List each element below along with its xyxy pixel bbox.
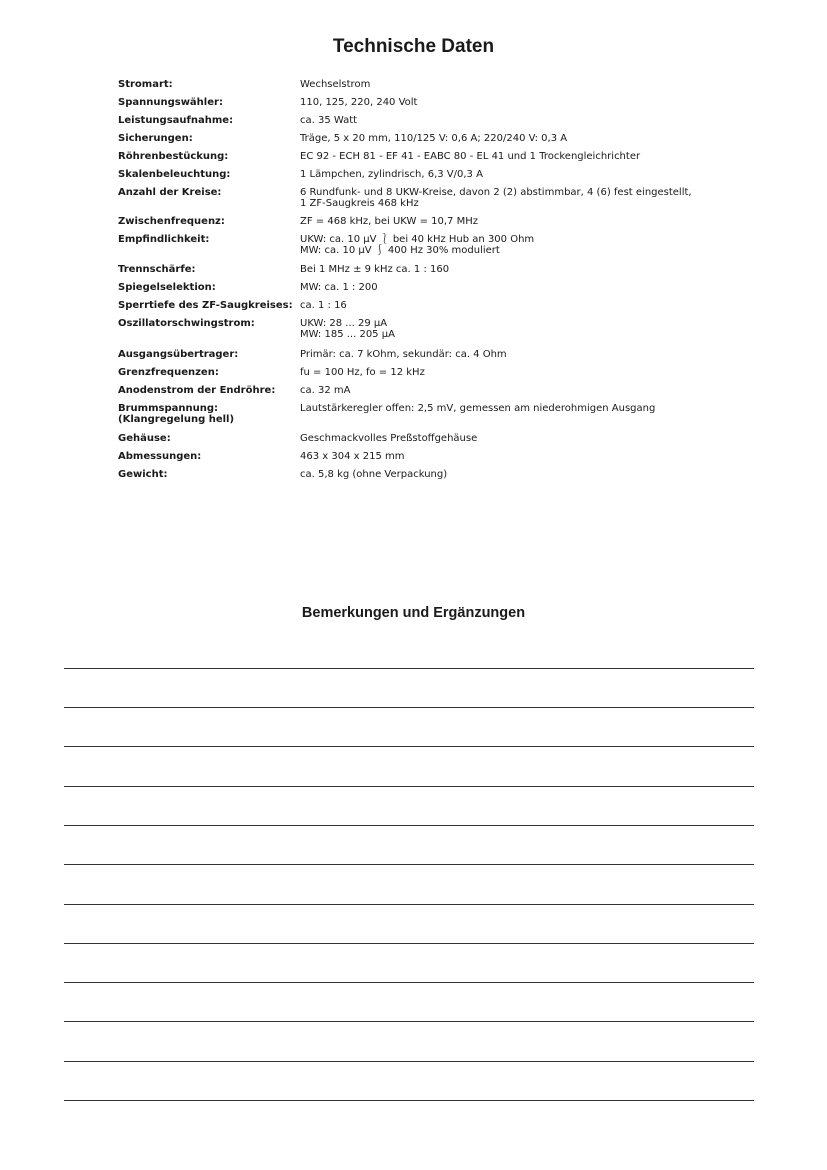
spec-label-line: Brummspannung: xyxy=(118,403,219,414)
spec-value-line: ca. 5,8 kg (ohne Verpackung) xyxy=(300,469,448,480)
spec-value xyxy=(300,133,755,144)
spec-label: Stromart: xyxy=(118,79,173,90)
spec-value-line: UKW: 28 ... 29 µA xyxy=(300,318,388,329)
spec-value-line: fu = 100 Hz, fo = 12 kHz xyxy=(300,367,425,378)
spec-value-line: 463 x 304 x 215 mm xyxy=(300,451,405,462)
spec-value xyxy=(300,234,755,256)
spec-label: Grenzfrequenzen: xyxy=(118,367,219,378)
ruled-line xyxy=(64,943,754,944)
spec-value-line: ca. 1 : 16 xyxy=(300,300,347,311)
spec-value-line: Wechselstrom xyxy=(300,79,371,90)
spec-label: Gehäuse: xyxy=(118,433,171,444)
spec-label: Ausgangsübertrager: xyxy=(118,349,239,360)
spec-value xyxy=(300,385,755,396)
spec-value xyxy=(300,115,755,126)
spec-value xyxy=(300,451,755,462)
spec-value xyxy=(300,264,755,275)
spec-label: Empfindlichkeit: xyxy=(118,234,210,245)
ruled-line xyxy=(64,668,754,669)
ruled-line xyxy=(64,904,754,905)
ruled-line xyxy=(64,707,754,708)
spec-label: Spannungswähler: xyxy=(118,97,223,108)
spec-value-line: Träge, 5 x 20 mm, 110/125 V: 0,6 A; 220/240 V: 0,3 A xyxy=(300,133,568,144)
spec-value-line: ca. 32 mA xyxy=(300,385,351,396)
spec-label: Gewicht: xyxy=(118,469,168,480)
spec-label: Röhrenbestückung: xyxy=(118,151,229,162)
ruled-line xyxy=(64,825,754,826)
page-title: Technische Daten xyxy=(332,36,495,57)
spec-value-line: Lautstärkeregler offen: 2,5 mV, gemessen am niederohmigen Ausgang xyxy=(300,403,656,414)
spec-label: Sperrtiefe des ZF-Saugkreises: xyxy=(118,300,293,311)
spec-value-line: 1 Lämpchen, zylindrisch, 6,3 V/0,3 A xyxy=(300,169,483,180)
spec-value xyxy=(300,469,755,480)
spec-label: Spiegelselektion: xyxy=(118,282,216,293)
spec-value xyxy=(300,433,755,444)
spec-value-line: Bei 1 MHz ± 9 kHz ca. 1 : 160 xyxy=(300,264,450,275)
spec-label: Anzahl der Kreise: xyxy=(118,187,222,198)
ruled-line xyxy=(64,1061,754,1062)
spec-label: Leistungsaufnahme: xyxy=(118,115,234,126)
ruled-line xyxy=(64,864,754,865)
spec-value xyxy=(300,318,755,340)
spec-label xyxy=(118,403,298,425)
ruled-line xyxy=(64,746,754,747)
spec-label-line: (Klangregelung hell) xyxy=(118,414,235,425)
spec-value-line: MW: 185 ... 205 µA xyxy=(300,329,395,340)
spec-value-line: UKW: ca. 10 µV ⎱ bei 40 kHz Hub an 300 Ohm xyxy=(300,234,535,245)
spec-label: Zwischenfrequenz: xyxy=(118,216,225,227)
ruled-line xyxy=(64,982,754,983)
ruled-line xyxy=(64,1021,754,1022)
spec-value xyxy=(300,367,755,378)
spec-value xyxy=(300,79,755,90)
spec-value xyxy=(300,282,755,293)
spec-value-line: ca. 35 Watt xyxy=(300,115,358,126)
spec-label: Anodenstrom der Endröhre: xyxy=(118,385,276,396)
spec-value xyxy=(300,151,755,162)
spec-label: Trennschärfe: xyxy=(118,264,196,275)
spec-value-line: MW: ca. 1 : 200 xyxy=(300,282,378,293)
spec-value xyxy=(300,187,755,209)
spec-value xyxy=(300,300,755,311)
spec-label: Abmessungen: xyxy=(118,451,202,462)
spec-value-line: MW: ca. 10 µV ⎰ 400 Hz 30% moduliert xyxy=(300,245,500,256)
spec-value xyxy=(300,97,755,108)
spec-value-line: Geschmackvolles Preßstoffgehäuse xyxy=(300,433,478,444)
ruled-line xyxy=(64,1100,754,1101)
spec-value xyxy=(300,349,755,360)
spec-value-line: ZF = 468 kHz, bei UKW = 10,7 MHz xyxy=(300,216,478,227)
spec-value xyxy=(300,403,755,414)
spec-label: Oszillatorschwingstrom: xyxy=(118,318,255,329)
spec-label: Skalenbeleuchtung: xyxy=(118,169,231,180)
spec-value xyxy=(300,216,755,227)
spec-value xyxy=(300,169,755,180)
spec-label: Sicherungen: xyxy=(118,133,193,144)
spec-value-line: 6 Rundfunk- und 8 UKW-Kreise, davon 2 (2) abstimmbar, 4 (6) fest eingestellt, xyxy=(300,187,692,198)
notes-title: Bemerkungen und Ergänzungen xyxy=(301,605,526,621)
spec-value-line: EC 92 - ECH 81 - EF 41 - EABC 80 - EL 41 und 1 Trockengleichrichter xyxy=(300,151,641,162)
spec-value-line: 110, 125, 220, 240 Volt xyxy=(300,97,418,108)
spec-value-line: Primär: ca. 7 kOhm, sekundär: ca. 4 Ohm xyxy=(300,349,507,360)
ruled-line xyxy=(64,786,754,787)
spec-value-line: 1 ZF-Saugkreis 468 kHz xyxy=(300,198,419,209)
